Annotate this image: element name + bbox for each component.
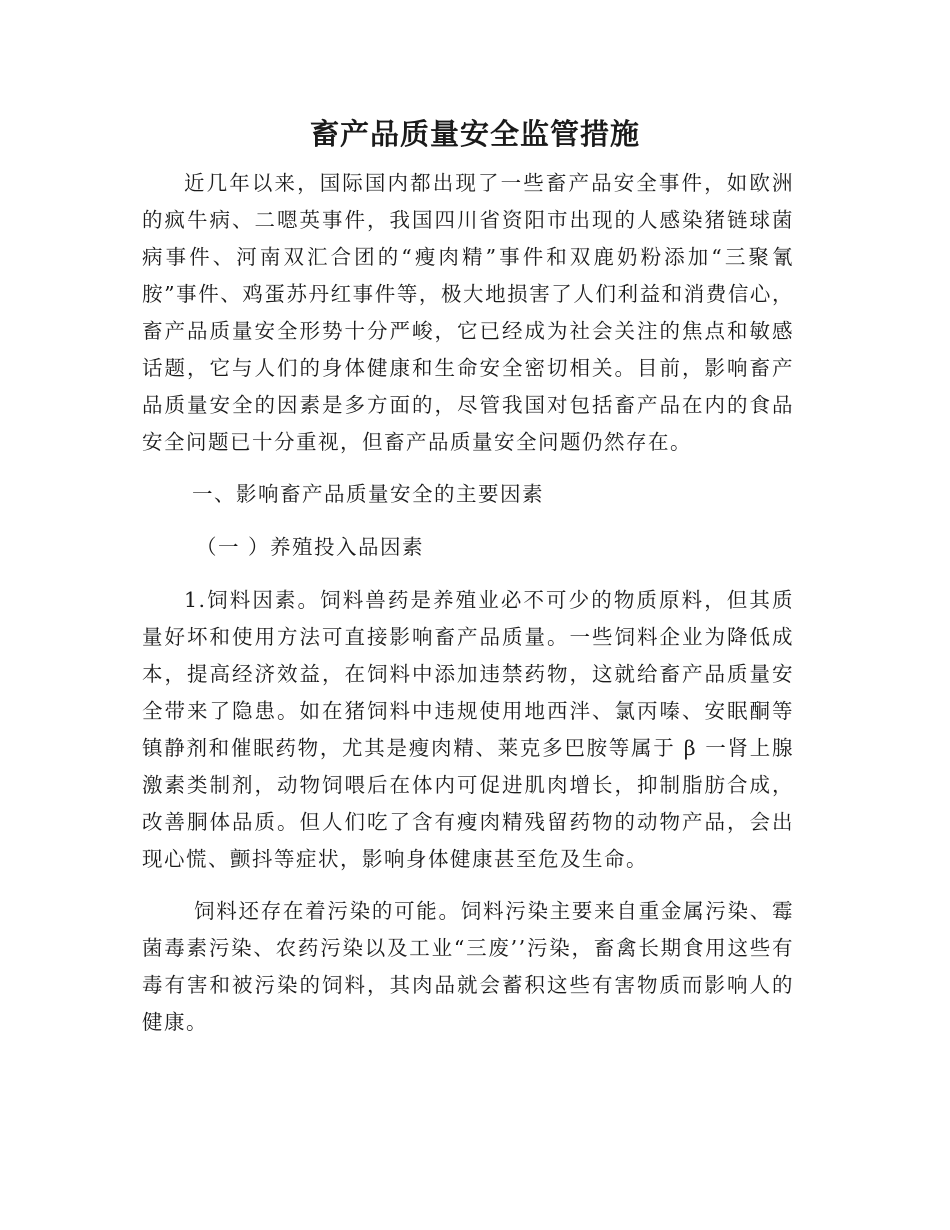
document-title: 畜产品质量安全监管措施 xyxy=(309,117,640,151)
intro-paragraph: 近几年以来，国际国内都出现了一些畜产品安全事件，如欧洲的疯牛病、二嗯英事件，我国四川省资阳市出现的人感染猪链球菌病事件、河南双汇合团的“瘦肉精”事件和双鹿奶粉添加“三聚氰胺”事件、鸡蛋苏丹红事件等，极大地损害了人们利益和消费信心，畜产品质量安全形势十分严峻，它已经成为社会关注的焦点和敏感话题，它与人们的身体健康和生命安全密切相关。目前，影响畜产品质量安全的因素是多方面的，尽管我国对包括畜产品在内的食品安全问题已十分重视，但畜产品质量安全问题仍然存在。 xyxy=(142,171,794,454)
feed-factor-paragraph: 1.饲料因素。饲料兽药是养殖业必不可少的物质原料，但其质量好坏和使用方法可直接影响畜产品质量。一些饲料企业为降低成本，提高经济效益，在饲料中添加违禁药物，这就给畜产品质量安全带来了隐患。如在猪饲料中违规使用地西泮、氯丙嗪、安眠酮等镇静剂和催眠药物，尤其是瘦肉精、莱克多巴胺等属于 β 一肾上腺激素类制剂，动物饲喂后在体内可促进肌肉增长，抑制脂肪合成，改善胴体品质。但人们吃了含有瘦肉精残留药物的动物产品，会出现心慌、颤抖等症状，影响身体健康甚至危及生命。 xyxy=(142,588,794,871)
subsection-heading-1: （一 ）养殖投入品因素 xyxy=(196,535,425,559)
feed-pollution-paragraph: 饲料还存在着污染的可能。饲料污染主要来自重金属污染、霉菌毒素污染、农药污染以及工业“三废’’污染，畜禽长期食用这些有毒有害和被污染的饲料，其肉品就会蓄积这些有害物质而影响人的健康。 xyxy=(142,899,794,1034)
section-heading-1: 一、影响畜产品质量安全的主要因素 xyxy=(192,482,544,506)
